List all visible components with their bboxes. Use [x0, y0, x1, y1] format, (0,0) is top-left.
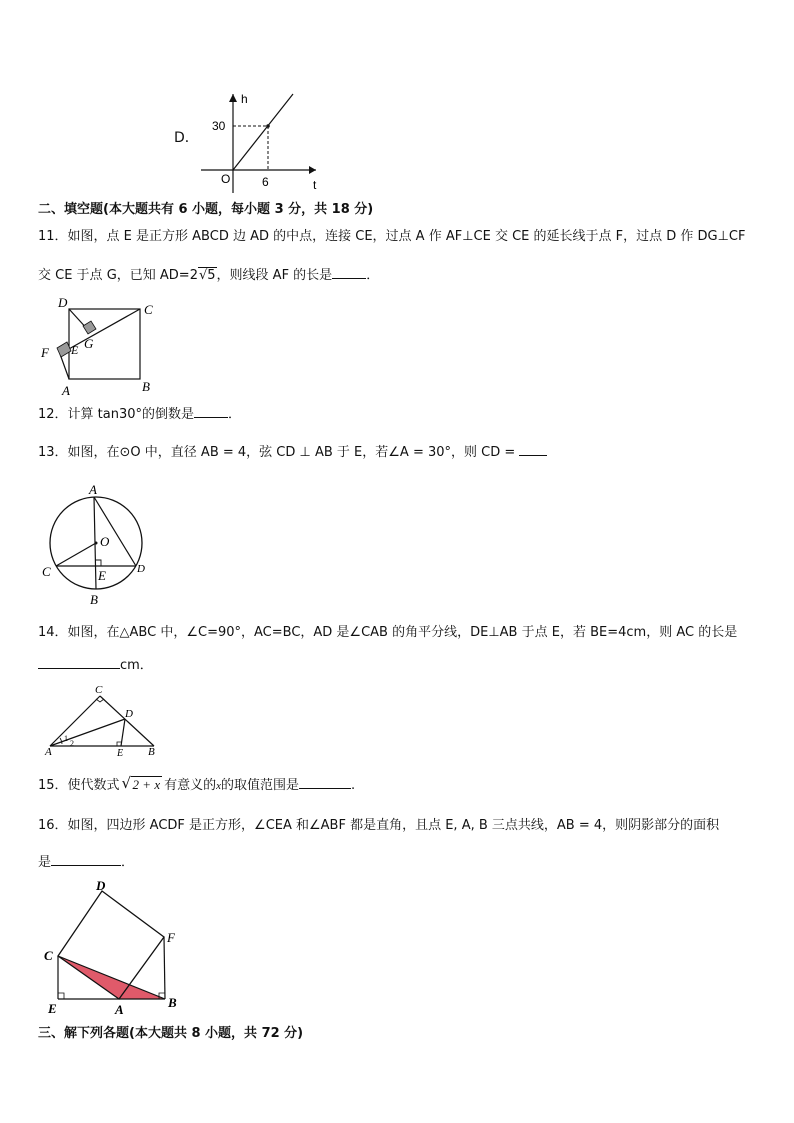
q11-line1: 11．如图，点 E 是正方形 ABCD 边 AD 的中点，连接 CE，过点 A 作 AF⊥CE 交 CE 的延长线于点 F，过点 D 作 DG⊥CF: [38, 229, 746, 244]
label-b: B: [142, 379, 150, 394]
q11-line2-a: 交 CE 于点 G，已知 AD=2: [38, 268, 198, 283]
q14-line1: 14．如图，在△ABC 中，∠C=90°，AC=BC，AD 是∠CAB 的角平分线，DE⊥AB 于点 E，若 BE=4cm，则 AC 的长是: [38, 625, 738, 640]
label-c: C: [144, 302, 153, 317]
q14-unit: cm．: [120, 658, 153, 673]
label-d: D: [58, 296, 68, 310]
label-c: C: [95, 684, 103, 696]
origin-label: O: [221, 172, 231, 186]
t-axis-arrow: [309, 166, 316, 174]
center-o: [95, 542, 98, 545]
q15-end: .: [351, 778, 356, 793]
right-angle-e: [58, 993, 64, 999]
option-d-graph: [196, 88, 326, 196]
q15-text-a: 15．使代数式: [38, 778, 120, 793]
q14-line2: [38, 656, 153, 675]
q16-text: 是: [38, 855, 52, 870]
q14-answer-blank[interactable]: [38, 656, 120, 669]
label-a: A: [115, 1002, 124, 1016]
label-g: G: [84, 336, 94, 351]
q11-line2: [38, 266, 379, 285]
label-e: E: [71, 343, 79, 357]
q13-answer-blank[interactable]: [519, 443, 547, 456]
label-d: D: [137, 563, 145, 575]
h-axis-arrow: [229, 94, 237, 102]
line-ad: [94, 497, 136, 566]
x-tick-6: 6: [262, 175, 269, 189]
q13-figure: [36, 480, 158, 610]
q16-answer-blank[interactable]: [51, 853, 121, 866]
q16-line1: 16．如图，四边形 ACDF 是正方形，∠CEA 和∠ABF 都是直角，且点 E, A, B 三点共线，AB = 4，则阴影部分的面积: [38, 818, 720, 833]
label-e: E: [117, 748, 124, 758]
right-angle-c: [96, 699, 104, 702]
q16-end: ．: [121, 855, 135, 870]
bisector-ad: [50, 719, 125, 746]
perp-de: [121, 719, 125, 746]
q12-answer-blank[interactable]: [194, 405, 228, 418]
right-angle-g: [83, 321, 96, 334]
label-f: F: [167, 930, 175, 945]
q13-text: 13．如图，在⊙O 中，直径 AB = 4，弦 CD ⊥ AB 于 E，若∠A = 30°，则 CD =: [38, 445, 516, 460]
section3-heading: 三、解下列各题(本大题共 8 小题，共 72 分): [38, 1026, 304, 1041]
label-c: C: [42, 564, 51, 579]
q13-line: [38, 443, 547, 462]
square-abcd: [69, 309, 140, 379]
label-a: A: [89, 482, 97, 497]
q15-var: x: [216, 780, 221, 792]
q12-end: ．: [228, 407, 242, 422]
q15-sqrt: √ 2 + x: [121, 774, 161, 792]
label-d: D: [125, 708, 133, 720]
line-af: [60, 354, 69, 379]
side-ac: [50, 696, 100, 746]
line-fb: [164, 937, 165, 999]
label-b: B: [148, 746, 155, 758]
option-d-label: D．: [174, 130, 199, 146]
q16-line2: [38, 853, 134, 872]
q11-answer-blank[interactable]: [332, 266, 366, 279]
q11-end: ．: [366, 268, 380, 283]
label-e: E: [48, 1001, 57, 1016]
y-tick-30: 30: [212, 119, 226, 133]
label-d: D: [96, 878, 106, 893]
line-co: [56, 543, 96, 566]
label-a: A: [62, 383, 70, 398]
side-cb: [100, 696, 154, 746]
point: [266, 124, 270, 128]
angle-arc: [60, 738, 62, 744]
q11-line2-b: ，则线段 AF 的长是: [216, 268, 333, 283]
t-label: t: [313, 178, 317, 192]
section2-heading: 二、填空题(本大题共有 6 小题，每小题 3 分，共 18 分): [38, 202, 374, 217]
label-c: C: [44, 948, 53, 963]
q14-figure: [42, 682, 162, 758]
angle-2-label: 2: [70, 739, 74, 748]
q15-text-c: 的取值范围是: [221, 778, 300, 793]
label-o: O: [100, 534, 110, 549]
q12-line: [38, 405, 241, 424]
q12-text: 12．计算 tan30°的倒数是: [38, 407, 195, 422]
label-b: B: [168, 995, 177, 1010]
angle-1-label: 1: [64, 734, 68, 743]
q16-figure: [40, 876, 190, 1016]
label-f: F: [41, 345, 49, 360]
label-a: A: [45, 746, 52, 758]
label-e: E: [98, 568, 106, 583]
h-label: h: [241, 92, 248, 106]
q15-answer-blank[interactable]: [299, 776, 351, 789]
q11-figure: [36, 296, 166, 398]
q11-sqrt: √5: [198, 268, 216, 283]
label-b: B: [90, 592, 98, 607]
q15-line: [38, 776, 355, 795]
q15-text-b: 有意义的: [164, 778, 217, 793]
